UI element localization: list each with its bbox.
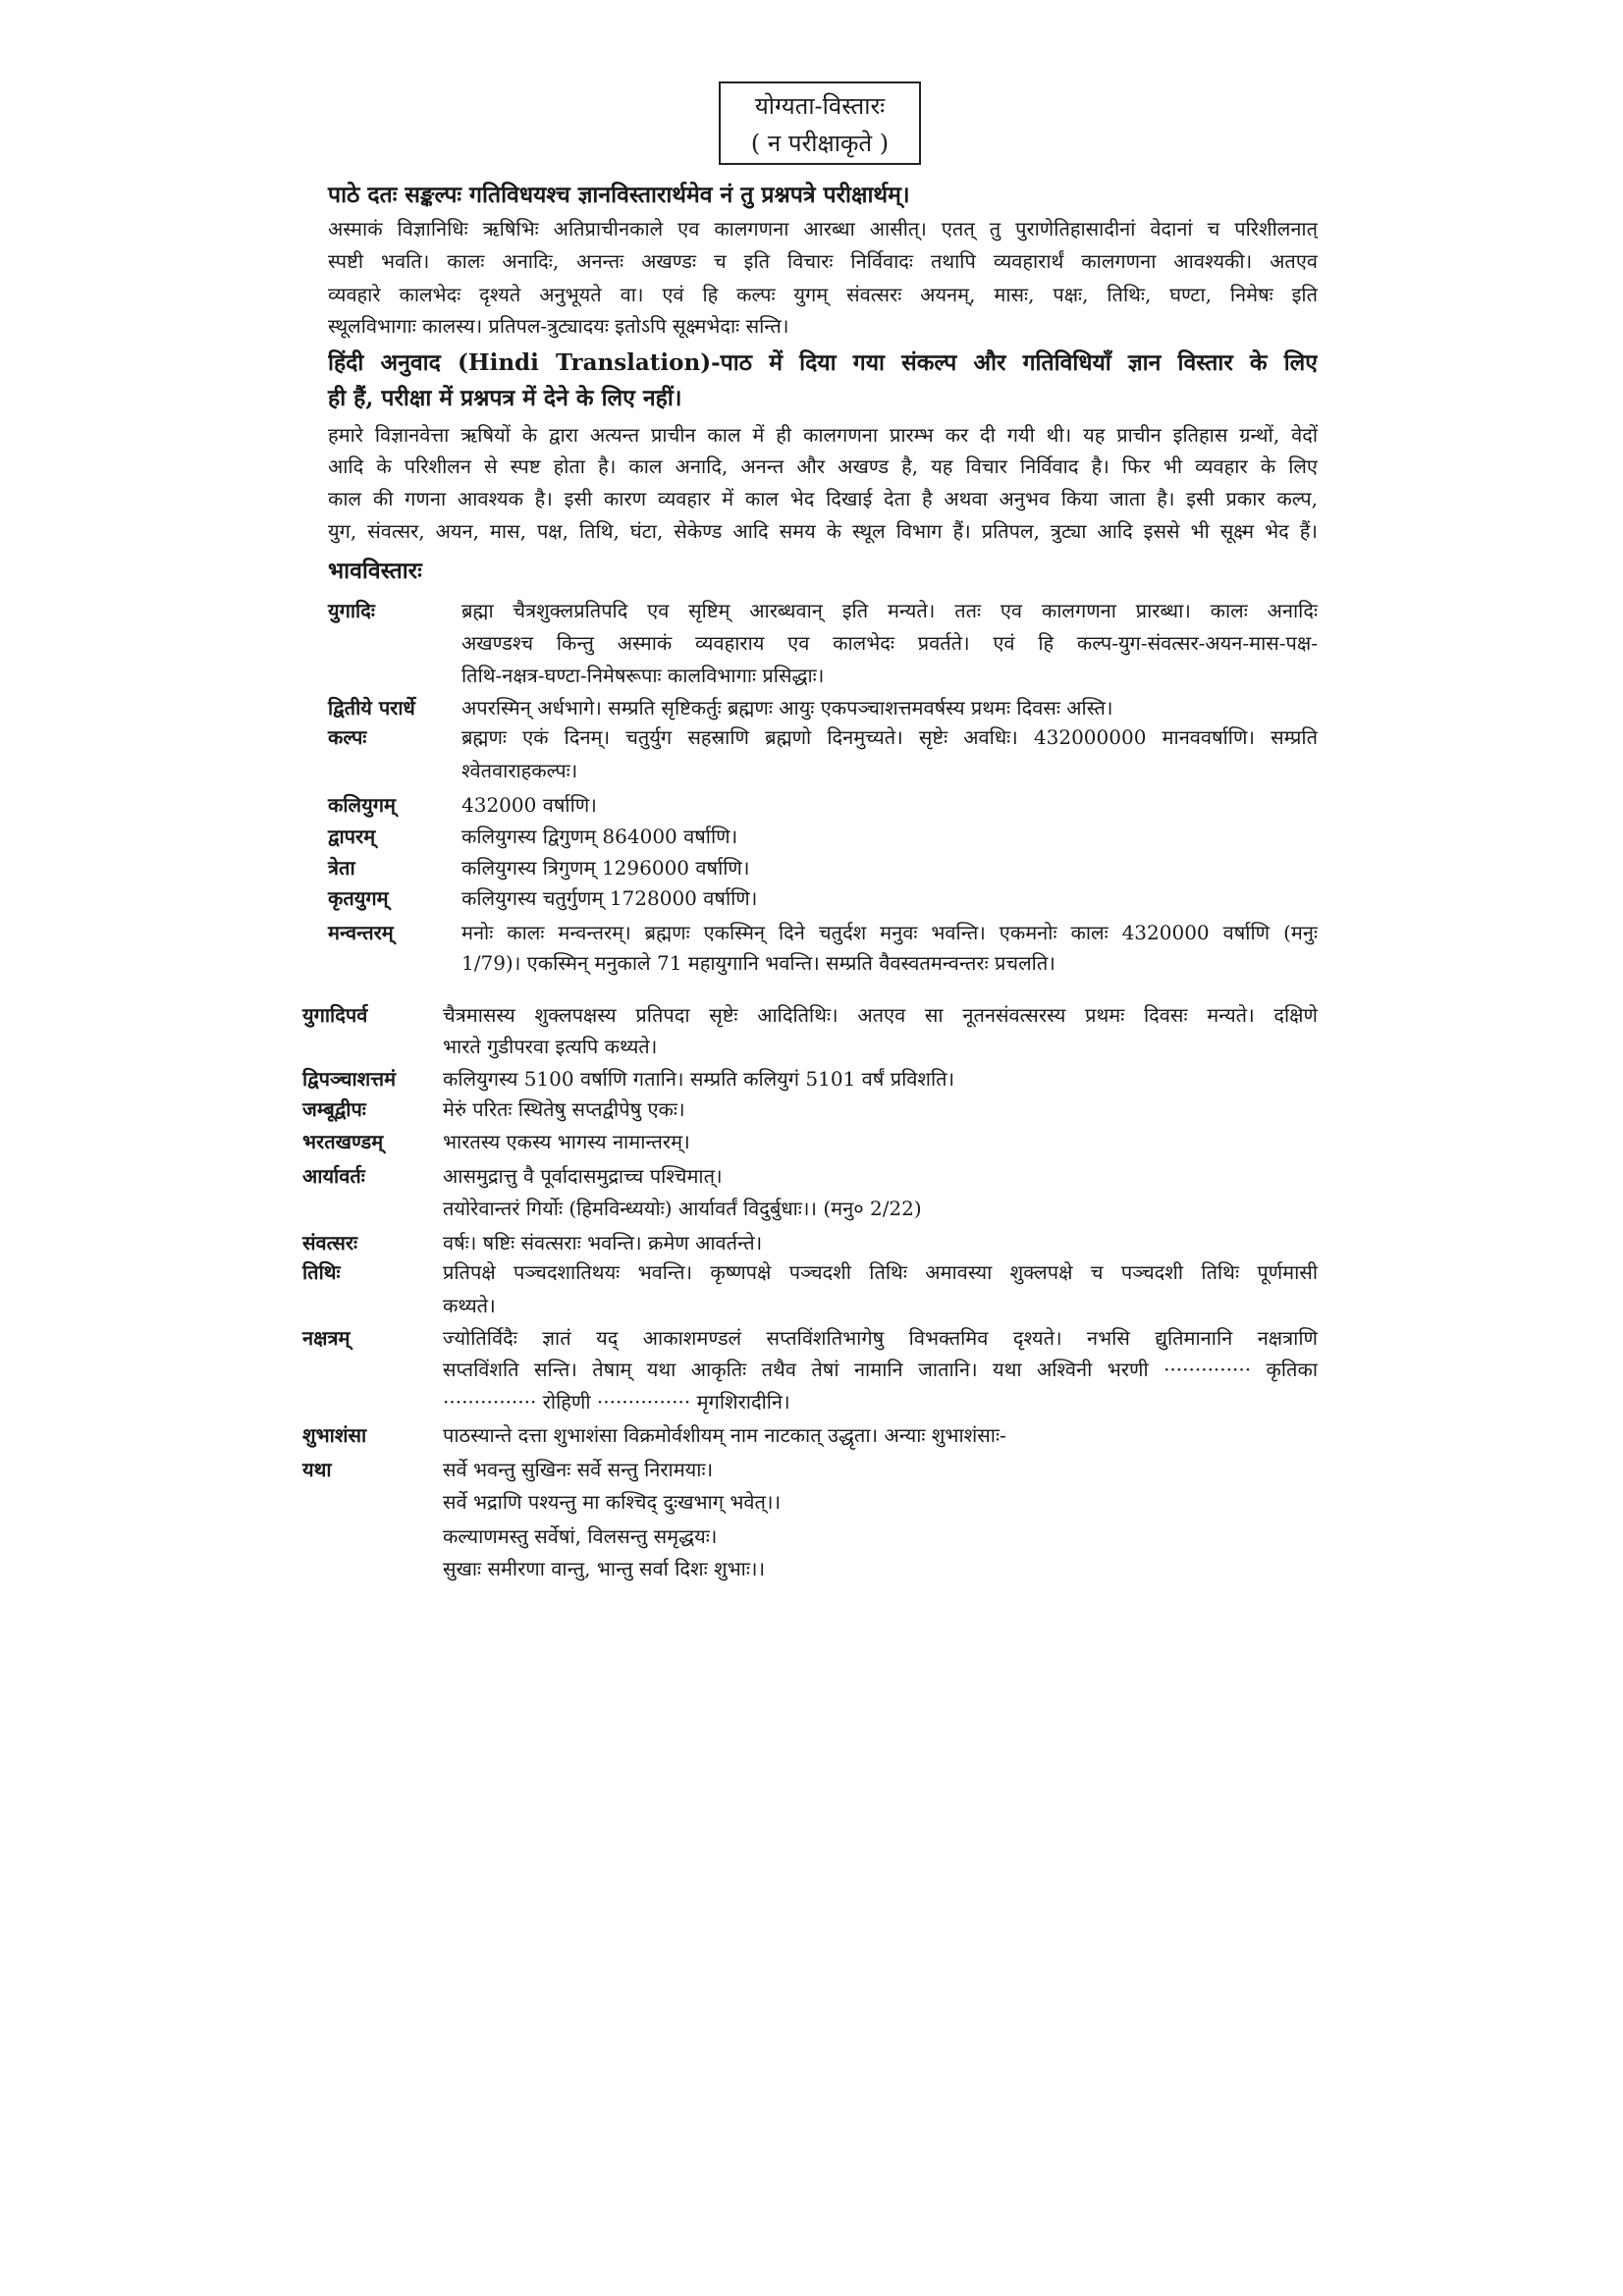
term-definition: चैत्रमासस्य शुक्लपक्षस्य प्रतिपदा सृष्टेः आदितिथिः। अतएव सा नूतनसंवत्सरस्य प्रथमः दिवसः मन्यते। दक्षिणे (443, 1003, 1318, 1027)
term-definition: कलियुगस्य चतुर्गुणम् 1728000 वर्षाणि। (461, 886, 758, 910)
hindi-line: युग, संवत्सर, अयन, मास, पक्ष, तिथि, घंटा, सेकेण्ड आदि समय के स्थूल विभाग हैं। प्रतिपल, त्रुट्या आदि इससे भी सूक्ष्म भेद हैं। (328, 519, 1318, 543)
term-label: युगादिः (328, 599, 375, 622)
intro-line: स्थूलविभागाः कालस्य। प्रतिपल-त्रुट्यादयः इतोऽपि सूक्ष्मभेदाः सन्ति। (328, 314, 789, 338)
term-label: द्वापरम् (328, 825, 376, 848)
intro-line: व्यवहारे कालभेदः दृश्यते अनुभूयते वा। एवं हि कल्पः युगम् संवत्सरः अयनम्, मासः, पक्षः, तिथिः, घण्टा, निमेषः इति (328, 283, 1318, 306)
hindi-line: हमारे विज्ञानवेत्ता ऋषियों के द्वारा अत्यन्त प्राचीन काल में ही कालगणना प्रारम्भ कर दी गयी थी। यह प्राचीन इतिहास ग्रन्थों, वेदों (328, 423, 1318, 447)
term-definition: अपरस्मिन् अर्धभागे। सम्प्रति सृष्टिकर्तुः ब्रह्मणः आयुः एकपञ्चाशत्तमवर्षस्य प्रथमः दिवसः अस्ति। (461, 696, 1113, 720)
term-label: शुभाशंसा (302, 1423, 367, 1447)
verse-line: सुखाः समीरणा वान्तु, भान्तु सर्वा दिशः शुभाः।। (443, 1557, 766, 1580)
term-definition: मेरुं परितः स्थितेषु सप्तद्वीपेषु एकः। (443, 1097, 685, 1121)
term-definition: सप्तविंशति सन्ति। तेषाम् यथा आकृतिः तथैव तेषां नामानि जातानि। यथा अश्विनी भरणी ·············· कृतिका (443, 1358, 1318, 1381)
term-definition: तयोरेवान्तरं गिर्योः (हिमविन्ध्ययोः) आर्यावर्तं विदुर्बुधाः।। (मनु० 2/22) (443, 1197, 922, 1220)
term-label: त्रेता (328, 856, 355, 880)
section-title: योग्यता-विस्तारः (754, 92, 886, 120)
term-definition: प्रतिपक्षे पञ्चदशातिथयः भवन्ति। कृष्णपक्षे पञ्चदशी तिथिः अमावस्या शुक्लपक्षे च पञ्चदशी तिथिः पूर्णमासी (443, 1260, 1318, 1284)
verse-line: सर्वे भवन्तु सुखिनः सर्वे सन्तु निरामयाः। (443, 1458, 714, 1481)
term-definition: आसमुद्रात्तु वै पूर्वादासमुद्राच्च पश्चिमात्। (443, 1164, 723, 1188)
term-label: मन्वन्तरम् (328, 921, 394, 944)
hindi-line: काल की गणना आवश्यक है। इसी कारण व्यवहार में काल भेद दिखाई देता है अथवा अनुभव किया जाता है। इसी प्रकार कल्प, (328, 487, 1318, 510)
term-label: कृतयुगम् (328, 886, 389, 910)
term-label: द्वितीये परार्धे (328, 696, 415, 720)
term-definition: भारते गुडीपरवा इत्यपि कथ्यते। (443, 1035, 658, 1058)
term-definition: 432000 वर्षाणि। (461, 793, 597, 817)
term-label: द्विपञ्चाशत्तमं (302, 1067, 397, 1091)
term-label: कलियुगम् (328, 793, 396, 817)
term-definition: ज्योतिर्विदैः ज्ञातं यद् आकाशमण्डलं सप्तविंशतिभागेषु विभक्तमिव दृश्यते। नभसि द्युतिमानानि नक्षत्राणि (443, 1326, 1318, 1350)
term-definition: पाठस्यान्ते दत्ता शुभाशंसा विक्रमोर्वशीयम् नाम नाटकात् उद्धृता। अन्याः शुभाशंसाः- (443, 1423, 1006, 1447)
intro-heading: पाठे दतः सङ्कल्पः गतिविधयश्च ज्ञानविस्तारार्थमेव नं तु प्रश्नपत्रे परीक्षार्थम्। (328, 182, 910, 208)
term-label: कल्पः (328, 725, 367, 749)
verse-line: कल्याणमस्तु सर्वेषां, विलसन्तु समृद्धयः। (443, 1524, 718, 1548)
term-definition: अखण्डश्च किन्तु अस्माकं व्यवहाराय एव कालभेदः प्रवर्तते। एवं हि कल्प-युग-संवत्सर-अयन-मास-पक्ष- (461, 631, 1318, 655)
term-definition: कथ्यते। (443, 1294, 496, 1317)
verse-line: सर्वे भद्राणि पश्यन्तु मा कश्चिद् दुःखभाग् भवेत्।। (443, 1490, 782, 1514)
term-definition: 1/79)। एकस्मिन् मनुकाले 71 महायुगानि भवन्ति। सम्प्रति वैवस्वतमन्वन्तरः प्रचलति। (461, 951, 1055, 975)
intro-line: अस्माकं विज्ञानिधिः ऋषिभिः अतिप्राचीनकाले एव कालगणना आरब्धा आसीत्। एतत् तु पुराणेतिहासादीनां वेदानां च परिशीलनात् (328, 217, 1318, 240)
term-label: आर्यावर्तः (302, 1164, 365, 1188)
term-definition: ··············· रोहिणी ··············· मृगशिरादीनि। (443, 1390, 790, 1414)
hindi-line: आदि के परिशीलन से स्पष्ट होता है। काल अनादि, अनन्त और अखण्ड है, यह विचार निर्विवाद है। फिर भी व्यवहार के लिए (328, 454, 1318, 478)
term-definition: कलियुगस्य 5100 वर्षाणि गतानि। सम्प्रति कलियुगं 5101 वर्षं प्रविशति। (443, 1067, 955, 1091)
term-definition: मनोः कालः मन्वन्तरम्। ब्रह्मणः एकस्मिन् दिने चतुर्दश मनुवः भवन्ति। एकमनोः कालः 4320000 वर्षाणि (मनुः (461, 921, 1318, 944)
section-subtitle: ( न परीक्षाकृते ) (750, 130, 890, 157)
term-definition: श्वेतवाराहकल्पः। (461, 759, 578, 782)
term-label: युगादिपर्व (302, 1003, 368, 1027)
term-definition: कलियुगस्य द्विगुणम् 864000 वर्षाणि। (461, 825, 738, 848)
term-label: जम्बूद्वीपः (302, 1097, 366, 1121)
term-label: संवत्सरः (302, 1231, 358, 1255)
hindi-heading: ही हैं, परीक्षा में प्रश्नपत्र में देने के लिए नहीं। (328, 385, 682, 411)
section-title-box (719, 81, 921, 165)
term-label: यथा (302, 1458, 332, 1481)
term-definition: ब्रह्मा चैत्रशुक्लप्रतिपदि एव सृष्टिम् आरब्धवान् इति मन्यते। ततः एव कालगणना प्रारब्धा। कालः अनादिः (461, 599, 1318, 622)
term-label: तिथिः (302, 1260, 341, 1284)
hindi-heading: हिंदी अनुवाद (Hindi Translation)-पाठ में दिया गया संकल्प और गतिविधियाँ ज्ञान विस्तार के लिए (328, 349, 1318, 376)
term-definition: भारतस्य एकस्य भागस्य नामान्तरम्। (443, 1130, 690, 1153)
term-definition: तिथि-नक्षत्र-घण्टा-निमेषरूपाः कालविभागाः प्रसिद्धाः। (461, 664, 825, 687)
term-definition: ब्रह्मणः एकं दिनम्। चतुर्युग सहस्राणि ब्रह्मणो दिनमुच्यते। सृष्टेः अवधिः। 432000000 मानववर्षाणि। सम्प्रति (461, 725, 1318, 749)
intro-line: स्पष्टी भवति। कालः अनादिः, अनन्तः अखण्डः च इति विचारः निर्विवादः तथापि व्यवहारार्थं कालगणना आवश्यकी। अतएव (328, 249, 1318, 273)
term-label: नक्षत्रम् (302, 1326, 351, 1350)
term-definition: कलियुगस्य त्रिगुणम् 1296000 वर्षाणि। (461, 856, 750, 880)
term-label: भरतखण्डम् (302, 1130, 384, 1153)
term-definition: वर्षः। षष्टिः संवत्सराः भवन्ति। क्रमेण आवर्तन्ते। (443, 1231, 763, 1255)
bhava-heading: भावविस्तारः (328, 558, 422, 584)
